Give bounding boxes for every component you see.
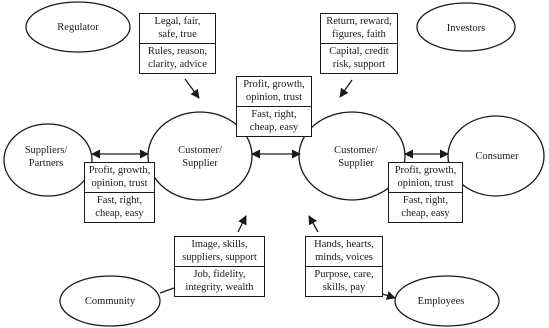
consumer-label: Consumer [475, 151, 519, 162]
employees-label: Employees [417, 296, 465, 307]
community-link [160, 288, 174, 293]
community-box [174, 236, 265, 297]
suppliers-box-bottom: Fast, right, cheap, easy [85, 192, 154, 222]
regulator-label: Regulator [57, 22, 99, 33]
investors-box-top: Return, reward, figures, faith [326, 16, 392, 40]
regulator-arrow [185, 79, 199, 98]
center-box-bottom: Fast, right, cheap, easy [237, 106, 311, 136]
investors-box-bottom: Capital, credit risk, support [321, 43, 397, 73]
consumer-box-bottom: Fast, right, cheap, easy [389, 192, 462, 222]
community-box-top: Image, skills, suppliers, support [182, 239, 257, 263]
consumer-box [388, 162, 463, 223]
employees-arrow [309, 216, 318, 232]
community-label: Community [84, 296, 136, 307]
regulator-box-bottom: Rules, reason, clarity, advice [140, 43, 215, 73]
customer-supplier-left-label: Customer/ Supplier [178, 145, 222, 169]
investors-arrow [340, 80, 352, 97]
investors-label: Investors [446, 23, 486, 34]
community-box-bottom: Job, fidelity, integrity, wealth [175, 266, 264, 296]
center-box-top: Profit, growth, opinion, trust [243, 79, 305, 103]
suppliers-partners-label: Suppliers/ Partners [24, 145, 68, 169]
investors-box [320, 13, 398, 74]
employees-box-bottom: Purpose, care, skills, pay [306, 266, 382, 296]
employees-box-top: Hands, hearts, minds, voices [314, 239, 374, 263]
regulator-box [139, 13, 216, 74]
regulator-box-top: Legal, fair, safe, true [154, 16, 201, 40]
employees-box [305, 236, 383, 297]
consumer-box-top: Profit, growth, opinion, trust [394, 165, 457, 189]
center-box [236, 76, 312, 137]
community-arrow [238, 216, 246, 232]
suppliers-box [84, 162, 155, 223]
customer-supplier-right-label: Customer/ Supplier [334, 145, 378, 169]
suppliers-box-top: Profit, growth, opinion, trust [88, 165, 151, 189]
